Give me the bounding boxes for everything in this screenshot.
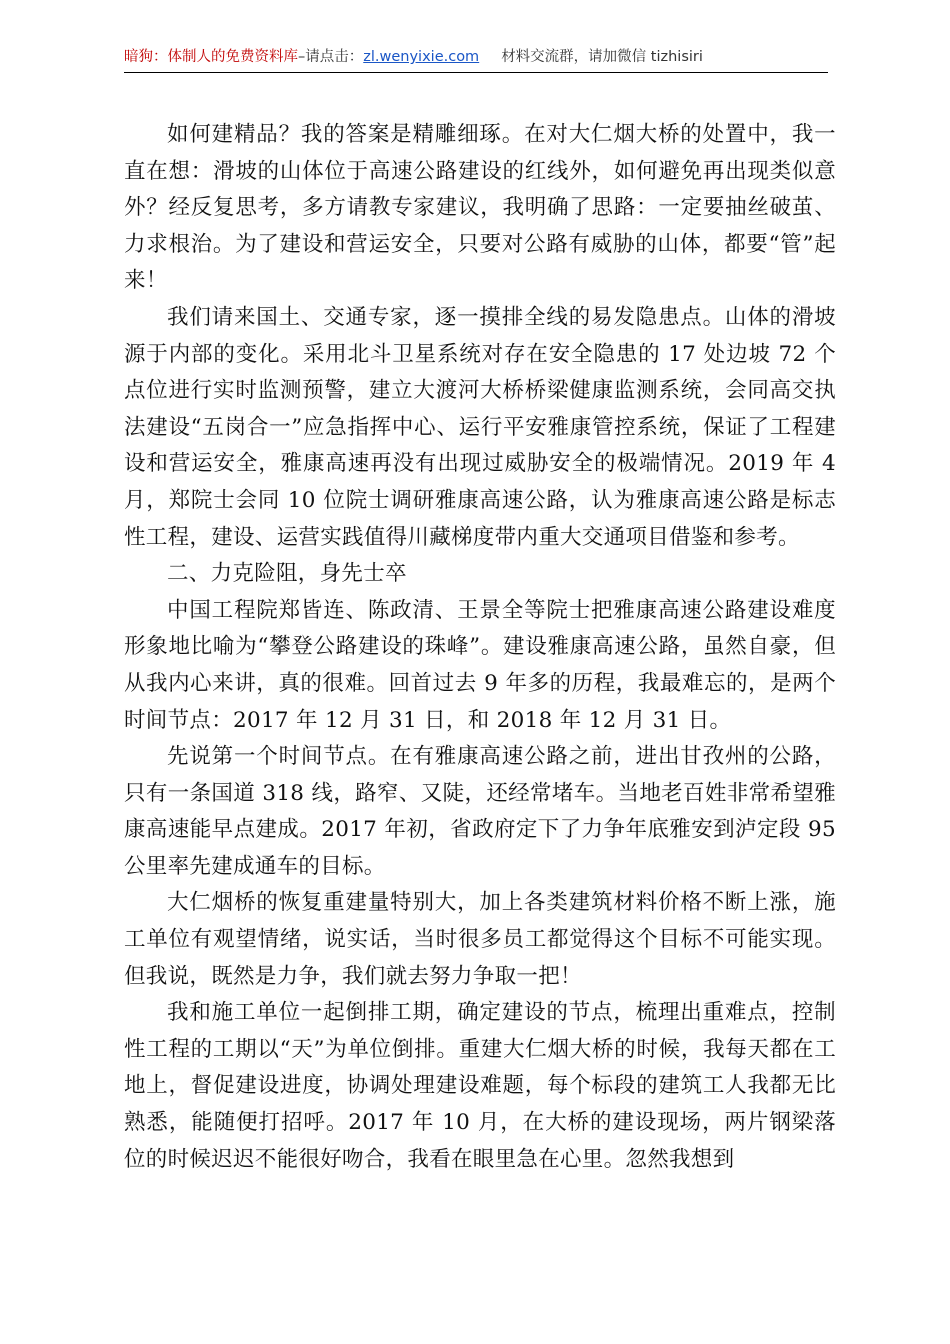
document-body — [124, 117, 836, 1178]
paragraph-6: 我和施工单位一起倒排工期，确定建设的节点，梳理出重难点，控制性工程的工期以“天”为单位倒排。重建大仁烟大桥的时候，我每天都在工地上，督促建设进度，协调处理建设难题，每个标段的建筑工人我都无比熟悉，能随便打招呼。2017 年 10 月，在大桥的建设现场，两片钢梁落位的时候迟迟不能很好吻合，我看在眼里急在心里。忽然我想到 — [124, 1000, 836, 1172]
paragraph-1: 如何建精品？我的答案是精雕细琢。在对大仁烟大桥的处置中，我一直在想：滑坡的山体位于高速公路建设的红线外，如何避免再出现类似意外？经反复思考，多方请教专家建议，我明确了思路：一定要抽丝破茧、力求根治。为了建设和营运安全，只要对公路有威胁的山体，都要“管”起来！ — [124, 122, 836, 294]
paragraph-5: 大仁烟桥的恢复重建量特别大，加上各类建筑材料价格不断上涨，施工单位有观望情绪，说实话，当时很多员工都觉得这个目标不可能实现。但我说，既然是力争，我们就去努力争取一把！ — [124, 890, 836, 989]
header-group-text: 材料交流群，请加微信 tizhisiri — [501, 49, 703, 65]
paragraph-3: 中国工程院郑皆连、陈政清、王景全等院士把雅康高速公路建设难度形象地比喻为“攀登公路建设的珠峰”。建设雅康高速公路，虽然自豪，但从我内心来讲，真的很难。回首过去 9 年多的历程，我最难忘的，是两个时间节点：2017 年 12 月 31 日，和 2018 年 12 月 31 日。 — [124, 597, 836, 733]
page-header — [124, 46, 828, 73]
paragraph-4: 先说第一个时间节点。在有雅康高速公路之前，进出甘孜州的公路，只有一条国道 318 线，路窄、又陡，还经常堵车。当地老百姓非常希望雅康高速能早点建成。2017 年初，省政府定下了力争年底雅安到泸定段 95 公里率先建成通车的目标。 — [124, 744, 836, 879]
header-brand: 暗狗：体制人的免费资料库 — [124, 49, 298, 65]
header-link-prompt: –请点击： — [298, 49, 364, 65]
section-heading: 二、力克险阻，身先士卒 — [167, 561, 407, 587]
paragraph-2: 我们请来国土、交通专家，逐一摸排全线的易发隐患点。山体的滑坡源于内部的变化。采用北斗卫星系统对存在安全隐患的 17 处边坡 72 个点位进行实时监测预警，建立大渡河大桥桥梁健康监测系统，会同高交执法建设“五岗合一”应急指挥中心、运行平安雅康管控系统，保证了工程建设和营运安全，雅康高速再没有出现过威胁安全的极端情况。2019 年 4 月，郑院士会同 10 位院士调研雅康高速公路，认为雅康高速公路是标志性工程，建设、运营实践值得川藏梯度带内重大交通项目借鉴和参考。 — [124, 304, 836, 550]
header-link[interactable]: zl.wenyixie.com — [363, 49, 480, 65]
